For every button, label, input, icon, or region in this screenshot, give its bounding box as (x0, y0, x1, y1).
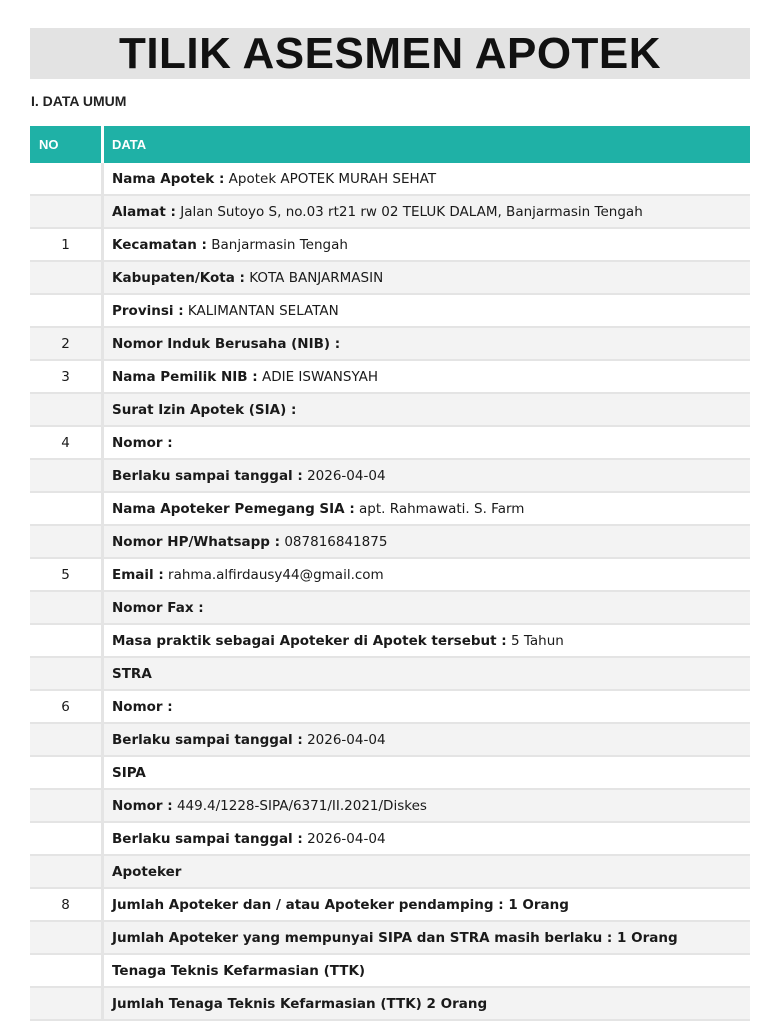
field-label: Nama Apotek : (112, 170, 225, 187)
header-data: DATA (104, 126, 750, 163)
table-row (30, 196, 750, 229)
field-label: Alamat : (112, 203, 176, 220)
row-number (30, 196, 104, 229)
field-label: Kecamatan : (112, 236, 207, 253)
field-label: Berlaku sampai tanggal : (112, 731, 303, 748)
row-data (104, 526, 750, 559)
table-row (30, 691, 750, 724)
table-row (30, 262, 750, 295)
row-data (104, 592, 750, 625)
table-header-row (30, 126, 750, 163)
row-number (30, 394, 104, 427)
field-value: KOTA BANJARMASIN (244, 269, 384, 286)
table-row (30, 361, 750, 394)
table-row (30, 889, 750, 922)
row-data (104, 262, 750, 295)
row-number: 2 (30, 328, 104, 361)
table-row (30, 460, 750, 493)
row-number (30, 823, 104, 856)
row-number (30, 724, 104, 757)
field-value: ADIE ISWANSYAH (257, 368, 379, 385)
row-data (104, 658, 750, 691)
field-value: 087816841875 (280, 533, 388, 550)
field-label: Kabupaten/Kota : (112, 269, 245, 286)
row-number: 8 (30, 889, 104, 922)
row-number (30, 592, 104, 625)
row-number (30, 988, 104, 1021)
table-row (30, 790, 750, 823)
row-number: 4 (30, 427, 104, 460)
field-value: 2026-04-04 (302, 731, 386, 748)
row-data (104, 790, 750, 823)
row-number (30, 163, 104, 196)
field-value: 5 Tahun (506, 632, 564, 649)
table-row (30, 823, 750, 856)
row-data (104, 328, 750, 361)
row-data (104, 559, 750, 592)
field-label: Masa praktik sebagai Apoteker di Apotek tersebut : (112, 632, 507, 649)
row-data (104, 691, 750, 724)
field-value: 2026-04-04 (302, 467, 386, 484)
row-data (104, 394, 750, 427)
row-data (104, 625, 750, 658)
table-body (30, 163, 750, 1021)
table-row (30, 625, 750, 658)
table-row (30, 328, 750, 361)
row-data (104, 163, 750, 196)
field-value: Banjarmasin Tengah (206, 236, 348, 253)
field-label: Jumlah Apoteker yang mempunyai SIPA dan STRA masih berlaku : 1 Orang (112, 929, 678, 946)
row-number (30, 955, 104, 988)
field-label: Nomor Induk Berusaha (NIB) : (112, 335, 341, 352)
section-title: I. DATA UMUM (31, 93, 127, 109)
header-no: NO (30, 126, 104, 163)
row-data (104, 724, 750, 757)
table-row (30, 922, 750, 955)
table-row (30, 592, 750, 625)
field-value: rahma.alfirdausy44@gmail.com (163, 566, 384, 583)
table-row (30, 526, 750, 559)
row-data (104, 460, 750, 493)
row-data (104, 361, 750, 394)
table-row (30, 856, 750, 889)
table-row (30, 724, 750, 757)
field-label: Nomor : (112, 797, 173, 814)
field-label: Nomor : (112, 434, 173, 451)
field-label: Email : (112, 566, 164, 583)
row-number (30, 658, 104, 691)
row-number (30, 295, 104, 328)
table-row (30, 955, 750, 988)
row-number (30, 526, 104, 559)
row-number (30, 790, 104, 823)
row-number (30, 460, 104, 493)
field-label: Apoteker (112, 863, 182, 880)
row-number: 6 (30, 691, 104, 724)
table-row (30, 988, 750, 1021)
row-data (104, 856, 750, 889)
row-number (30, 262, 104, 295)
row-data (104, 955, 750, 988)
row-data (104, 295, 750, 328)
field-label: Nomor : (112, 698, 173, 715)
field-label: Nomor HP/Whatsapp : (112, 533, 281, 550)
row-data (104, 229, 750, 262)
field-value: KALIMANTAN SELATAN (183, 302, 339, 319)
table-row (30, 427, 750, 460)
row-number: 1 (30, 229, 104, 262)
field-label: Nomor Fax : (112, 599, 204, 616)
row-data (104, 757, 750, 790)
row-number: 3 (30, 361, 104, 394)
table-row (30, 163, 750, 196)
row-number: 5 (30, 559, 104, 592)
row-number (30, 757, 104, 790)
field-value: Jalan Sutoyo S, no.03 rt21 rw 02 TELUK DALAM, Banjarmasin Tengah (175, 203, 643, 220)
row-data (104, 823, 750, 856)
row-number (30, 856, 104, 889)
field-label: Provinsi : (112, 302, 184, 319)
row-number (30, 493, 104, 526)
row-number (30, 625, 104, 658)
row-data (104, 493, 750, 526)
page-title: TILIK ASESMEN APOTEK (118, 29, 662, 78)
table-row (30, 559, 750, 592)
field-value: 449.4/1228-SIPA/6371/II.2021/Diskes (172, 797, 427, 814)
field-label: Berlaku sampai tanggal : (112, 830, 303, 847)
table-row (30, 394, 750, 427)
field-label: Jumlah Apoteker dan / atau Apoteker pendamping : 1 Orang (112, 896, 569, 913)
field-value: 2026-04-04 (302, 830, 386, 847)
field-label: Tenaga Teknis Kefarmasian (TTK) (112, 962, 366, 979)
field-label: Berlaku sampai tanggal : (112, 467, 303, 484)
field-label: SIPA (112, 764, 146, 781)
field-value: Apotek APOTEK MURAH SEHAT (224, 170, 437, 187)
row-data (104, 922, 750, 955)
table-row (30, 493, 750, 526)
row-data (104, 427, 750, 460)
table-row (30, 757, 750, 790)
table-row (30, 658, 750, 691)
table-row (30, 229, 750, 262)
field-label: STRA (112, 665, 152, 682)
row-number (30, 922, 104, 955)
data-table (30, 126, 750, 1021)
field-value: apt. Rahmawati. S. Farm (354, 500, 525, 517)
row-data (104, 196, 750, 229)
field-label: Jumlah Tenaga Teknis Kefarmasian (TTK) 2 Orang (112, 995, 488, 1012)
table-row (30, 295, 750, 328)
field-label: Surat Izin Apotek (SIA) : (112, 401, 297, 418)
field-label: Nama Apoteker Pemegang SIA : (112, 500, 355, 517)
row-data (104, 988, 750, 1021)
row-data (104, 889, 750, 922)
title-bar (30, 28, 750, 79)
field-label: Nama Pemilik NIB : (112, 368, 258, 385)
